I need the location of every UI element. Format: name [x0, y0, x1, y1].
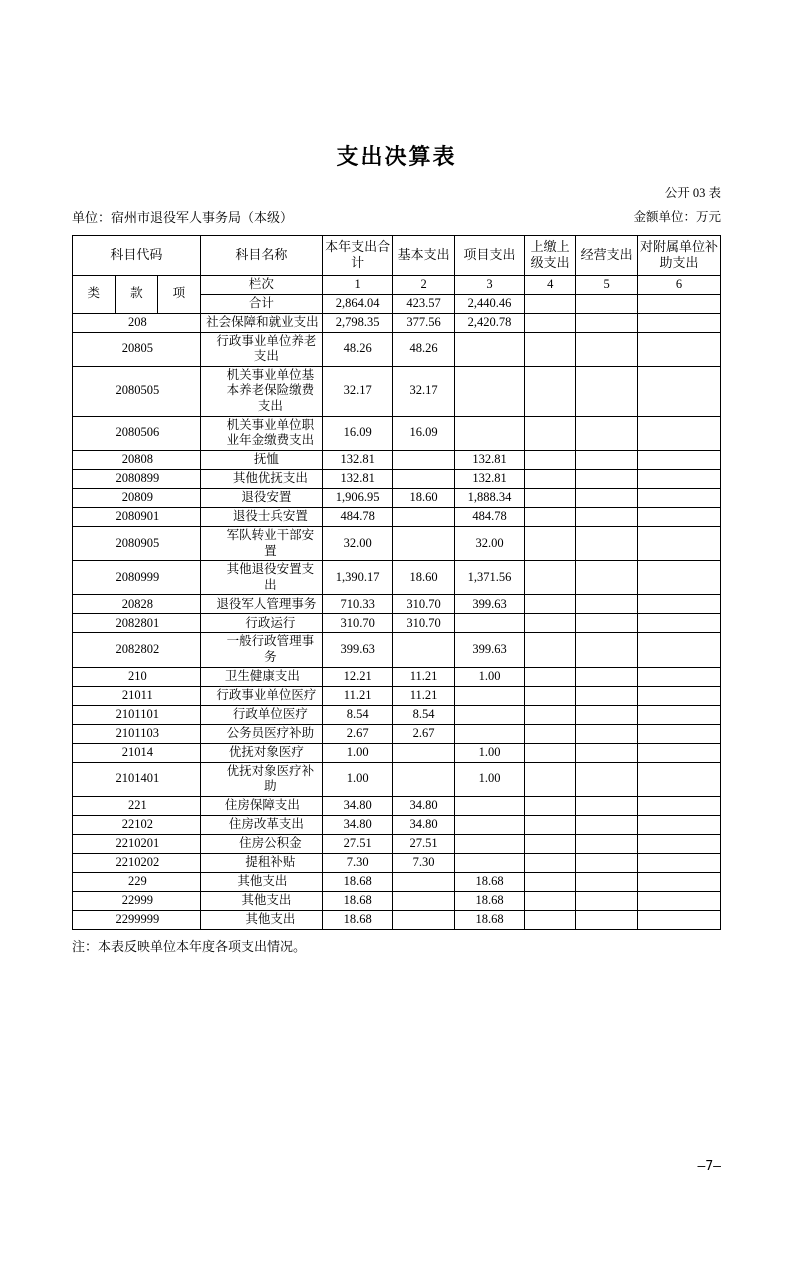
- row-col5: [576, 762, 638, 796]
- page-number: —7—: [697, 1159, 721, 1174]
- row-name: 住房改革支出: [200, 815, 322, 834]
- row-name: 一般行政管理事务: [200, 633, 322, 667]
- total-col2: 423.57: [393, 294, 455, 313]
- row-col5: [576, 526, 638, 560]
- page-title: 支出决算表: [336, 144, 457, 169]
- row-col1: 7.30: [323, 853, 393, 872]
- table-row: [73, 853, 721, 872]
- row-col5: [576, 332, 638, 366]
- row-col6: [637, 743, 720, 762]
- row-col4: [525, 853, 576, 872]
- table-row: [73, 705, 721, 724]
- row-col5: [576, 743, 638, 762]
- row-col3: [454, 834, 524, 853]
- row-col4: [525, 488, 576, 507]
- row-col2: [393, 450, 455, 469]
- row-col3: 132.81: [454, 469, 524, 488]
- row-col1: 484.78: [323, 507, 393, 526]
- table-row: [73, 667, 721, 686]
- table-row: [73, 762, 721, 796]
- row-col1: 310.70: [323, 614, 393, 633]
- header-sub-kuan: 款: [115, 275, 158, 313]
- row-col6: [637, 815, 720, 834]
- row-col5: [576, 872, 638, 891]
- row-col2: 11.21: [393, 667, 455, 686]
- row-col6: [637, 910, 720, 929]
- row-col1: 48.26: [323, 332, 393, 366]
- row-col5: [576, 416, 638, 450]
- row-col1: 2,798.35: [323, 313, 393, 332]
- row-col5: [576, 450, 638, 469]
- row-name: 公务员医疗补助: [200, 724, 322, 743]
- row-col4: [525, 366, 576, 416]
- row-col6: [637, 450, 720, 469]
- row-col4: [525, 796, 576, 815]
- row-code: 2080901: [73, 507, 201, 526]
- row-col3: 399.63: [454, 595, 524, 614]
- row-col4: [525, 561, 576, 595]
- total-col3: 2,440.46: [454, 294, 524, 313]
- row-col1: 132.81: [323, 450, 393, 469]
- row-col4: [525, 705, 576, 724]
- table-row: [73, 488, 721, 507]
- row-code: 22999: [73, 891, 201, 910]
- row-col1: 32.17: [323, 366, 393, 416]
- row-col6: [637, 469, 720, 488]
- row-col6: [637, 853, 720, 872]
- row-col3: [454, 724, 524, 743]
- row-col4: [525, 815, 576, 834]
- row-col3: 18.68: [454, 910, 524, 929]
- row-col1: 1,390.17: [323, 561, 393, 595]
- row-name: 住房公积金: [200, 834, 322, 853]
- unit-label: 单位：宿州市退役军人事务局（本级）: [72, 210, 294, 225]
- row-col3: [454, 614, 524, 633]
- row-col3: 132.81: [454, 450, 524, 469]
- row-col1: 32.00: [323, 526, 393, 560]
- row-col6: [637, 488, 720, 507]
- row-col5: [576, 705, 638, 724]
- row-col4: [525, 595, 576, 614]
- row-col4: [525, 332, 576, 366]
- amount-unit-label: 金额单位：万元: [633, 210, 721, 224]
- row-col2: 11.21: [393, 686, 455, 705]
- row-code: 2082801: [73, 614, 201, 633]
- row-col2: [393, 469, 455, 488]
- row-col4: [525, 910, 576, 929]
- row-col5: [576, 834, 638, 853]
- row-col4: [525, 872, 576, 891]
- row-code: 2210201: [73, 834, 201, 853]
- row-col2: [393, 891, 455, 910]
- row-col3: 399.63: [454, 633, 524, 667]
- row-code: 21014: [73, 743, 201, 762]
- table-row: [73, 910, 721, 929]
- row-name: 优抚对象医疗补助: [200, 762, 322, 796]
- row-col2: [393, 872, 455, 891]
- row-col3: 32.00: [454, 526, 524, 560]
- header-col4: 上缴上级支出: [525, 236, 576, 276]
- table-row: [73, 469, 721, 488]
- row-name: 其他支出: [200, 891, 322, 910]
- table-row: [73, 526, 721, 560]
- row-name: 提租补贴: [200, 853, 322, 872]
- row-col5: [576, 910, 638, 929]
- row-col6: [637, 686, 720, 705]
- row-name: 退役士兵安置: [200, 507, 322, 526]
- table-row: [73, 815, 721, 834]
- row-col1: 18.68: [323, 891, 393, 910]
- row-name: 机关事业单位职业年金缴费支出: [200, 416, 322, 450]
- row-col5: [576, 469, 638, 488]
- row-col2: [393, 910, 455, 929]
- row-col3: [454, 416, 524, 450]
- row-col3: 2,420.78: [454, 313, 524, 332]
- header-num-5: 5: [576, 275, 638, 294]
- table-row: [73, 834, 721, 853]
- row-name: 退役安置: [200, 488, 322, 507]
- row-col2: [393, 743, 455, 762]
- row-col4: [525, 450, 576, 469]
- row-col6: [637, 667, 720, 686]
- row-col2: 18.60: [393, 561, 455, 595]
- row-col1: 34.80: [323, 815, 393, 834]
- row-code: 2080899: [73, 469, 201, 488]
- row-col3: 1,888.34: [454, 488, 524, 507]
- row-name: 优抚对象医疗: [200, 743, 322, 762]
- total-col6: [637, 294, 720, 313]
- table-row: [73, 313, 721, 332]
- table-body: [73, 313, 721, 929]
- row-col5: [576, 614, 638, 633]
- row-col4: [525, 667, 576, 686]
- header-num-1: 1: [323, 275, 393, 294]
- row-col5: [576, 595, 638, 614]
- row-col1: 16.09: [323, 416, 393, 450]
- row-col2: 18.60: [393, 488, 455, 507]
- table-row: [73, 614, 721, 633]
- row-col3: [454, 332, 524, 366]
- header-col6: 对附属单位补助支出: [637, 236, 720, 276]
- row-code: 2080999: [73, 561, 201, 595]
- row-col5: [576, 561, 638, 595]
- row-col1: 710.33: [323, 595, 393, 614]
- row-code: 2299999: [73, 910, 201, 929]
- table-row: [73, 891, 721, 910]
- header-num-2: 2: [393, 275, 455, 294]
- row-col4: [525, 891, 576, 910]
- row-name: 行政单位医疗: [200, 705, 322, 724]
- table-row: [73, 796, 721, 815]
- row-col6: [637, 526, 720, 560]
- row-col6: [637, 416, 720, 450]
- header-sub-xiang: 项: [158, 275, 201, 313]
- row-code: 20809: [73, 488, 201, 507]
- table-row: [73, 595, 721, 614]
- row-col2: 34.80: [393, 815, 455, 834]
- row-code: 2080505: [73, 366, 201, 416]
- row-name: 其他优抚支出: [200, 469, 322, 488]
- row-name: 其他退役安置支出: [200, 561, 322, 595]
- row-code: 2101401: [73, 762, 201, 796]
- row-col2: [393, 762, 455, 796]
- table-lanci-row: [73, 275, 721, 294]
- row-col6: [637, 313, 720, 332]
- header-num-6: 6: [637, 275, 720, 294]
- row-code: 210: [73, 667, 201, 686]
- row-col5: [576, 796, 638, 815]
- table-row: [73, 561, 721, 595]
- row-code: 2080506: [73, 416, 201, 450]
- table-row: [73, 507, 721, 526]
- row-col6: [637, 762, 720, 796]
- row-col4: [525, 507, 576, 526]
- row-name: 卫生健康支出: [200, 667, 322, 686]
- row-name: 行政运行: [200, 614, 322, 633]
- row-code: 229: [73, 872, 201, 891]
- row-code: 20828: [73, 595, 201, 614]
- row-code: 21011: [73, 686, 201, 705]
- row-col3: [454, 796, 524, 815]
- row-col3: 1.00: [454, 743, 524, 762]
- row-col4: [525, 834, 576, 853]
- row-col5: [576, 507, 638, 526]
- row-col6: [637, 705, 720, 724]
- total-label: 合计: [200, 294, 322, 313]
- row-col1: 18.68: [323, 910, 393, 929]
- row-col2: 377.56: [393, 313, 455, 332]
- row-col4: [525, 762, 576, 796]
- row-code: 2101101: [73, 705, 201, 724]
- row-col3: [454, 815, 524, 834]
- row-col2: [393, 507, 455, 526]
- header-col1: 本年支出合计: [323, 236, 393, 276]
- meta-row: [72, 186, 721, 231]
- row-name: 退役军人管理事务: [200, 595, 322, 614]
- row-col4: [525, 416, 576, 450]
- row-col1: 34.80: [323, 796, 393, 815]
- row-col6: [637, 834, 720, 853]
- header-num-3: 3: [454, 275, 524, 294]
- row-col4: [525, 526, 576, 560]
- row-col2: 34.80: [393, 796, 455, 815]
- row-code: 2101103: [73, 724, 201, 743]
- row-col2: 2.67: [393, 724, 455, 743]
- row-col5: [576, 366, 638, 416]
- row-col1: 2.67: [323, 724, 393, 743]
- row-col3: [454, 686, 524, 705]
- row-col2: [393, 526, 455, 560]
- row-col1: 1.00: [323, 743, 393, 762]
- row-col5: [576, 633, 638, 667]
- header-col5: 经营支出: [576, 236, 638, 276]
- row-code: 221: [73, 796, 201, 815]
- row-name: 军队转业干部安置: [200, 526, 322, 560]
- row-col5: [576, 815, 638, 834]
- row-col1: 27.51: [323, 834, 393, 853]
- row-col6: [637, 633, 720, 667]
- row-col4: [525, 743, 576, 762]
- expenditure-table: [72, 235, 721, 930]
- row-col1: 132.81: [323, 469, 393, 488]
- row-col2: 310.70: [393, 614, 455, 633]
- total-col1: 2,864.04: [323, 294, 393, 313]
- row-col1: 12.21: [323, 667, 393, 686]
- row-name: 社会保障和就业支出: [200, 313, 322, 332]
- row-col2: 27.51: [393, 834, 455, 853]
- row-col3: 1.00: [454, 667, 524, 686]
- row-col1: 1.00: [323, 762, 393, 796]
- row-col3: 18.68: [454, 891, 524, 910]
- row-col3: 18.68: [454, 872, 524, 891]
- row-code: 22102: [73, 815, 201, 834]
- row-col5: [576, 853, 638, 872]
- table-row: [73, 724, 721, 743]
- header-code-group: 科目代码: [73, 236, 201, 276]
- row-col6: [637, 796, 720, 815]
- row-col1: 8.54: [323, 705, 393, 724]
- header-sub-lei: 类: [73, 275, 116, 313]
- table-row: [73, 416, 721, 450]
- row-col1: 399.63: [323, 633, 393, 667]
- row-name: 行政事业单位医疗: [200, 686, 322, 705]
- total-col4: [525, 294, 576, 313]
- row-col3: [454, 853, 524, 872]
- row-col5: [576, 686, 638, 705]
- row-col6: [637, 561, 720, 595]
- row-code: 208: [73, 313, 201, 332]
- row-name: 抚恤: [200, 450, 322, 469]
- row-col3: 484.78: [454, 507, 524, 526]
- header-name: 科目名称: [200, 236, 322, 276]
- row-col5: [576, 313, 638, 332]
- form-number: 公开 03 表: [664, 186, 721, 200]
- row-name: 住房保障支出: [200, 796, 322, 815]
- row-col6: [637, 891, 720, 910]
- header-col2: 基本支出: [393, 236, 455, 276]
- table-row: [73, 366, 721, 416]
- row-col6: [637, 614, 720, 633]
- row-code: 2082802: [73, 633, 201, 667]
- row-col5: [576, 667, 638, 686]
- row-name: 机关事业单位基本养老保险缴费支出: [200, 366, 322, 416]
- row-col4: [525, 633, 576, 667]
- table-row: [73, 686, 721, 705]
- row-col4: [525, 313, 576, 332]
- row-name: 其他支出: [200, 872, 322, 891]
- row-col2: 16.09: [393, 416, 455, 450]
- row-col2: 32.17: [393, 366, 455, 416]
- row-col1: 11.21: [323, 686, 393, 705]
- row-col5: [576, 488, 638, 507]
- header-lanci: 栏次: [200, 275, 322, 294]
- row-col5: [576, 891, 638, 910]
- row-col4: [525, 469, 576, 488]
- row-code: 2210202: [73, 853, 201, 872]
- header-num-4: 4: [525, 275, 576, 294]
- row-code: 20805: [73, 332, 201, 366]
- row-col1: 1,906.95: [323, 488, 393, 507]
- row-code: 20808: [73, 450, 201, 469]
- row-col6: [637, 366, 720, 416]
- row-col3: [454, 705, 524, 724]
- row-col4: [525, 614, 576, 633]
- total-col5: [576, 294, 638, 313]
- document-page: [0, 140, 793, 1262]
- row-col6: [637, 507, 720, 526]
- row-col4: [525, 686, 576, 705]
- header-col3: 项目支出: [454, 236, 524, 276]
- table-row: [73, 332, 721, 366]
- row-col5: [576, 724, 638, 743]
- table-note: 注：本表反映单位本年度各项支出情况。: [72, 938, 307, 954]
- row-col2: 48.26: [393, 332, 455, 366]
- row-col1: 18.68: [323, 872, 393, 891]
- table-row: [73, 872, 721, 891]
- row-col3: 1,371.56: [454, 561, 524, 595]
- table-row: [73, 633, 721, 667]
- table-row: [73, 743, 721, 762]
- row-col6: [637, 595, 720, 614]
- row-col2: 7.30: [393, 853, 455, 872]
- row-col6: [637, 872, 720, 891]
- row-name: 行政事业单位养老支出: [200, 332, 322, 366]
- row-col6: [637, 724, 720, 743]
- table-row: [73, 450, 721, 469]
- row-col2: 310.70: [393, 595, 455, 614]
- row-col4: [525, 724, 576, 743]
- row-col6: [637, 332, 720, 366]
- row-name: 其他支出: [200, 910, 322, 929]
- row-col3: [454, 366, 524, 416]
- row-col2: 8.54: [393, 705, 455, 724]
- row-col2: [393, 633, 455, 667]
- row-code: 2080905: [73, 526, 201, 560]
- row-col3: 1.00: [454, 762, 524, 796]
